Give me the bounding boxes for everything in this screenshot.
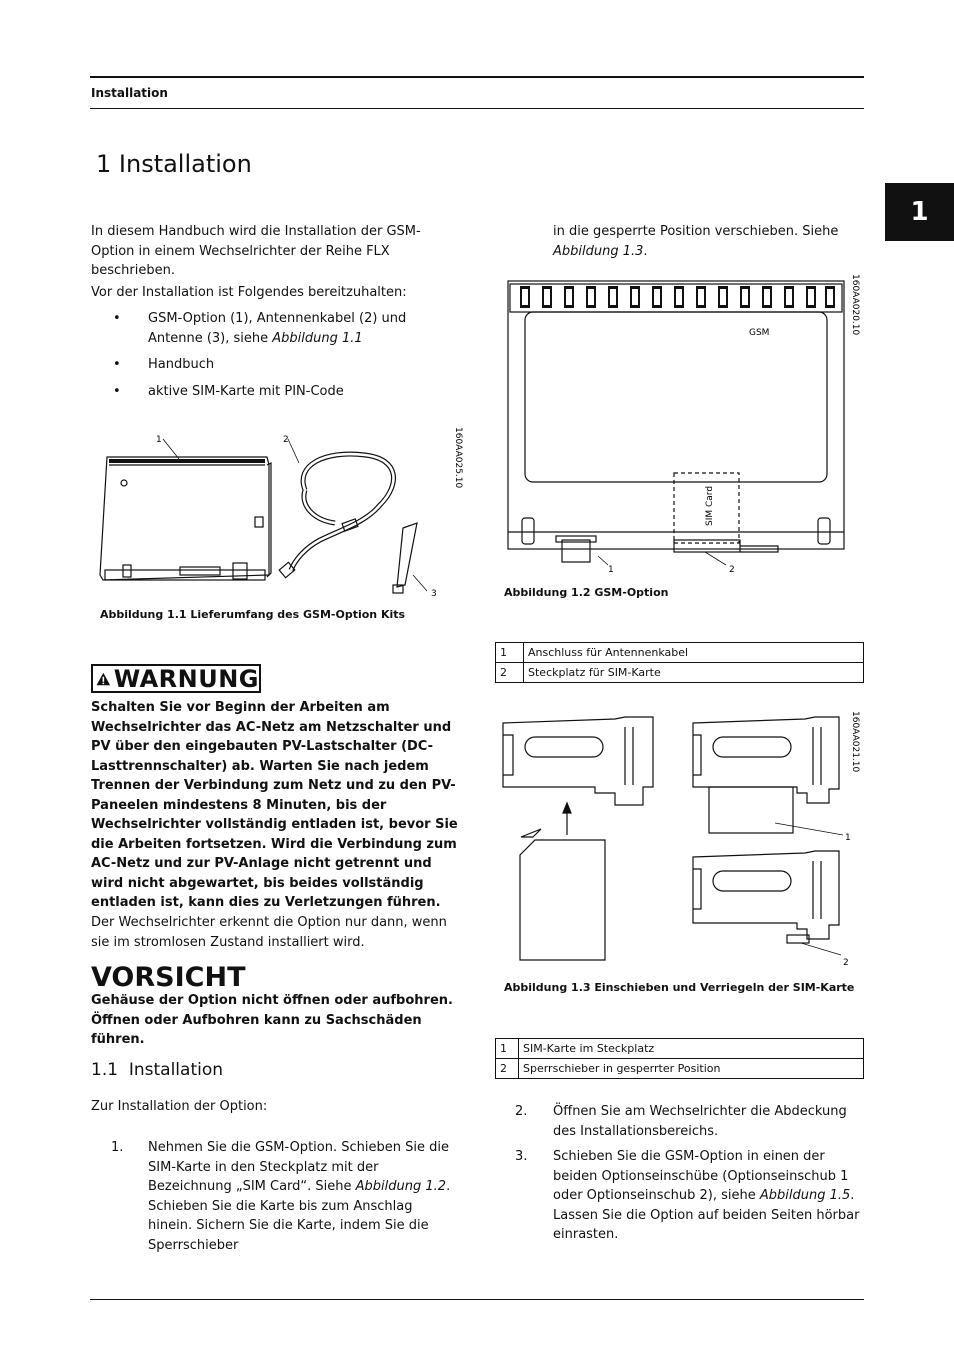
detect-note: Der Wechselrichter erkennt die Option nur dann, wenn sie im stromlosen Zustand installiert wird. <box>91 915 447 950</box>
figure-1-2-caption: Abbildung 1.2 GSM-Option <box>504 586 669 599</box>
module-sim-inserted <box>693 717 839 803</box>
list-item: • GSM-Option (1), Antennenkabel (2) und Antenne (3), siehe Abbildung 1.1 <box>148 309 453 348</box>
table-row: 1 Anschluss für Antennenkabel <box>496 643 864 663</box>
list-item: • Handbuch <box>148 355 453 375</box>
figure-reference[interactable]: Abbildung 1.5 <box>759 1188 851 1203</box>
page-title: 1 Installation <box>96 150 252 178</box>
antenna-drawing <box>397 523 417 587</box>
sim-card-drawing <box>520 840 605 960</box>
module-before-insert <box>503 717 653 805</box>
fig1-code: 160AA025.10 <box>453 427 463 489</box>
figure-reference[interactable]: Abbildung 1.2 <box>355 1179 447 1194</box>
chapter-tab: 1 <box>885 183 954 241</box>
fig2-gsm-label: GSM <box>749 328 770 338</box>
section-heading: 1.1 Installation <box>91 1060 224 1080</box>
caution-label: VORSICHT <box>91 962 246 993</box>
warning-box <box>91 664 261 693</box>
fig2-code: 160AA020.10 <box>850 274 860 336</box>
table-row: 1 SIM-Karte im Steckplatz <box>496 1039 864 1059</box>
gsm-module-drawing <box>100 457 269 580</box>
table-row: 2 Sperrschieber in gesperrter Position <box>496 1059 864 1079</box>
fig2-label-2: 2 <box>729 565 735 575</box>
inserted-sim-card <box>709 787 793 833</box>
sim-lock-slider <box>674 540 740 552</box>
step-1-text: Nehmen Sie die GSM-Option. Schieben Sie die SIM-Karte in den Steckplatz mit der Bezeichnung „SIM Card“. Siehe Abbildung 1.2. Schieben Sie die Karte bis zum Anschlag hinein. Sichern Sie die Karte, indem Sie die Sperrschieber <box>148 1140 451 1253</box>
list-item: • aktive SIM-Karte mit PIN-Code <box>148 382 453 402</box>
step-number: 2. <box>515 1104 528 1119</box>
fig2-sim-label: SIM Card <box>705 485 715 526</box>
caution-text: Gehäuse der Option nicht öffnen oder aufbohren. Öffnen oder Aufbohren kann zu Sachschäden führen. <box>91 993 453 1047</box>
step-2-text: Öffnen Sie am Wechselrichter die Abdeckung des Installationsbereichs. <box>553 1104 847 1139</box>
table-row: 2 Steckplatz für SIM-Karte <box>496 663 864 683</box>
fig1-label-2: 2 <box>283 435 289 445</box>
figure-reference[interactable]: Abbildung 1.1 <box>272 330 363 346</box>
header-top-rule <box>90 76 864 78</box>
warning-text: Schalten Sie vor Beginn der Arbeiten am Wechselrichter das AC-Netz am Netzschalter und PV über den eingebauten PV-Lastschalter (DC-Lasttrennschalter) ab. Warten Sie nach jedem Trennen der Verbindung zum Netz und zu den PV-Paneelen mindestens 8 Minuten, bis der Wechselrichter vollständig entladen ist, bevor Sie die Arbeiten fortsetzen. Wird die Verbindung zum AC-Netz und zur PV-Anlage nicht getrennt und wird nicht abgewartet, bis beides vollständig entladen ist, kann dies zu Verletzungen führen. <box>91 700 458 910</box>
figure-1-1-kit <box>95 425 465 605</box>
fig1-label-3: 3 <box>431 589 437 599</box>
prereq-intro: Vor der Installation ist Folgendes bereitzuhalten: <box>91 285 407 300</box>
fig2-legend-table <box>495 642 864 683</box>
warning-label: WARNUNG <box>113 664 259 693</box>
figure-reference[interactable]: Abbildung 1.3 <box>553 243 644 259</box>
fig3-code: 160AA021.10 <box>850 711 860 773</box>
lock-slider-locked <box>787 935 809 943</box>
fig1-label-1: 1 <box>156 435 162 445</box>
step-1-continued: in die gesperrte Position verschieben. Siehe Abbildung 1.3. <box>553 224 839 259</box>
header-bottom-rule <box>90 108 864 109</box>
gsm-label-area <box>525 312 827 482</box>
header-section-label: Installation <box>91 86 168 100</box>
intro-paragraph: In diesem Handbuch wird die Installation der GSM-Option in einem Wechselrichter der Reihe FLX beschrieben. <box>91 224 421 278</box>
figure-1-2-gsm-option <box>500 270 865 580</box>
step-number: 1. <box>111 1140 124 1155</box>
footer-rule <box>90 1299 864 1300</box>
warning-triangle-icon <box>96 667 111 691</box>
step-number: 3. <box>515 1149 528 1164</box>
figure-1-1-caption: Abbildung 1.1 Lieferumfang des GSM-Option Kits <box>100 608 406 621</box>
figure-1-3-sim-insert <box>495 705 865 970</box>
figure-1-3-caption: Abbildung 1.3 Einschieben und Verriegeln der SIM-Karte <box>504 981 855 994</box>
step-3-text: Schieben Sie die GSM-Option in einen der beiden Optionseinschübe (Optionseinschub 1 oder Optionseinschub 2), siehe Abbildung 1.5. Lassen Sie die Option auf beiden Seiten hörbar einrasten. <box>553 1149 860 1242</box>
antenna-connector <box>562 540 590 562</box>
module-locked <box>693 851 839 939</box>
fig3-label-2: 2 <box>843 958 849 968</box>
fig3-legend-table <box>495 1038 864 1079</box>
module-vents <box>109 459 265 463</box>
fig2-label-1: 1 <box>608 565 614 575</box>
fig3-label-1: 1 <box>845 833 851 843</box>
section-intro: Zur Installation der Option: <box>91 1099 268 1114</box>
